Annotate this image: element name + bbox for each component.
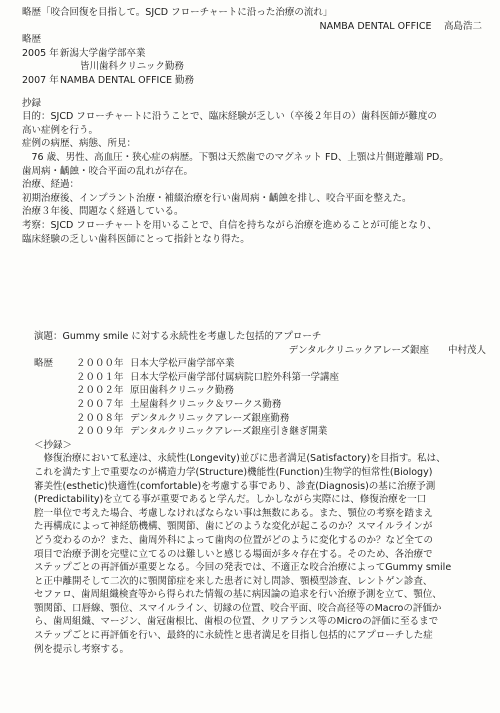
bio-year: ２００１年 xyxy=(76,371,124,383)
abstract-line: 顎関節、口唇線、顎位、スマイルライン、切縁の位置、咬合平面、咬合高径等のMacroの評価か xyxy=(34,602,442,614)
bio-year: 2005 年 xyxy=(22,47,59,59)
bio-text: デンタルクリニックアレーズ銀座勤務 xyxy=(130,412,290,424)
abstract-2-author: デンタルクリニックアレーズ銀座 中村茂人 xyxy=(288,344,486,356)
abstract-line: 目的：SJCD フローチャートに沿うことで、臨床経験が乏しい（卒後２年目の）歯科医師が難度の xyxy=(22,111,437,123)
bio-entry xyxy=(22,47,490,61)
abstract-line: た再構成によって神経筋機構、顎関節、歯にどのような変化が起こるのか？スマイルラインが xyxy=(34,521,433,533)
abstract-line: 修復治療において私達は、永続性(Longevity)並びに患者満足(Satisfactory)を目指す。私は、 xyxy=(34,453,446,465)
abstract-line: 例を提示し考察する。 xyxy=(34,643,130,655)
abstract-line: セファロ、歯周組織検査等から得られた情報の基に病因論の追求を行い治療予測を立て、顎位、 xyxy=(34,589,442,601)
abstract-1 xyxy=(22,6,490,246)
bio-text: 皆川歯科クリニック勤務 xyxy=(80,61,184,73)
abstract-line: 治療、経過： xyxy=(22,179,80,191)
bio-entry xyxy=(22,60,490,74)
abstract-line: 考察：SJCD フローチャートを用いることで、自信を持ちながら治療を進めることが可能となり、 xyxy=(22,219,437,231)
bio-year: ２００７年 xyxy=(76,398,124,410)
bio-entry xyxy=(22,74,490,88)
bio-entry xyxy=(34,412,494,426)
abstract-1-author: NAMBA DENTAL OFFICE 高島浩二 xyxy=(319,20,482,32)
abstract-2 xyxy=(34,330,494,656)
abstract-line: 腔一単位で考えた場合、考慮しなければならない事は無数にある。また、顎位の考察を踏まえ xyxy=(34,507,434,519)
abstract-line: ステップごとの再評価が重要となる。今回の発表では、不適正な咬合治療によってGummy smile xyxy=(34,562,452,574)
abstract-line: ら、歯周組織、マージン、歯冠歯根比、歯根の位置、クリアランス等のMicroの評価に至るまで xyxy=(34,616,439,628)
bio-entry xyxy=(34,425,494,439)
abstract-2-abstract-heading: ＜抄録＞ xyxy=(34,439,73,451)
abstract-line: これを満たす上で重要なのが構造力学(Structure)機能性(Function)生物学的恒常性(Biology) xyxy=(34,466,433,478)
abstract-line: 審美性(esthetic)快適性(comfortable)を考慮する事であり、診査(Diagnosis)の基に治療予測 xyxy=(34,480,436,492)
abstract-1-title: 略歴「咬合回復を目指して。SJCD フローチャートに沿った治療の流れ」 xyxy=(22,7,333,18)
bio-year: ２００２年 xyxy=(76,385,124,397)
abstract-line: どう変わるのか？また、歯周外科によって歯肉の位置がどのように変化するのか？など全ての xyxy=(34,534,434,546)
abstract-line: 歯周病・齲蝕・咬合平面の乱れが存在。 xyxy=(22,165,194,177)
bio-text: 原田歯科クリニック勤務 xyxy=(130,385,234,397)
abstract-line: 治療３年後、問題なく経過している。 xyxy=(22,206,184,218)
abstract-line: 初期治療後、インプラント治療・補綴治療を行い歯周病・齲蝕を排し、咬合平面を整えた。 xyxy=(22,192,412,204)
bio-year: 2007 年 xyxy=(22,74,59,86)
bio-text: 土屋歯科クリニック＆ワークス勤務 xyxy=(130,398,282,410)
bio-entry xyxy=(34,357,494,371)
abstract-line: 高い症例を行う。 xyxy=(22,124,99,136)
bio-year: ２００９年 xyxy=(76,426,124,438)
abstract-line: (Predictability)を立てる事が重要であると学んだ。しかしながら実際には、修復治療を一口 xyxy=(34,494,427,506)
bio-year: ２０００年 xyxy=(76,358,124,370)
abstract-line: 項目で治療予測を完璧に立てるのは難しいと感じる場面が多々存在する。そのため、各治療で xyxy=(34,548,433,560)
abstract-line: 症例の病歴、病態、所見： xyxy=(22,138,137,150)
abstract-1-abstract-heading: 抄録 xyxy=(22,97,42,109)
abstract-line: と正中離開そして二次的に顎関節症を来した患者に対し問診、顎模型診査、レントゲン診査、 xyxy=(34,575,433,587)
bio-text: 日本大学松戸歯学部卒業 xyxy=(130,358,235,370)
abstract-2-bio xyxy=(34,357,494,439)
bio-year: ２００８年 xyxy=(76,412,124,424)
bio-label: 略歴 xyxy=(34,358,54,370)
bio-text: NAMBA DENTAL OFFICE 勤務 xyxy=(60,74,195,86)
abstract-1-bio-heading: 略歴 xyxy=(22,34,42,46)
bio-text: 日本大学松戸歯学部付属病院口腔外科第一学講座 xyxy=(130,371,340,383)
bio-text: デンタルクリニックアレーズ銀座引き継ぎ開業 xyxy=(130,426,328,438)
bio-entry xyxy=(34,371,494,385)
abstract-line: 臨床経験の乏しい歯科医師にとって指針となり得た。 xyxy=(22,233,250,245)
abstract-line: 76 歳、男性、高血圧・狭心症の病歴。下顎は天然歯でのマグネット FD、上顎は片側遊離端 PD。 xyxy=(22,151,449,163)
abstract-line: ステップごとに再評価を行い、最終的に永続性と患者満足を目指し包括的にアプローチした症 xyxy=(34,630,433,642)
bio-text: 新潟大学歯学部卒業 xyxy=(60,47,146,59)
abstract-2-title: 演題：Gummy smile に対する永続性を考慮した包括的アプローチ xyxy=(34,331,322,342)
bio-entry xyxy=(34,398,494,412)
bio-entry xyxy=(34,384,494,398)
